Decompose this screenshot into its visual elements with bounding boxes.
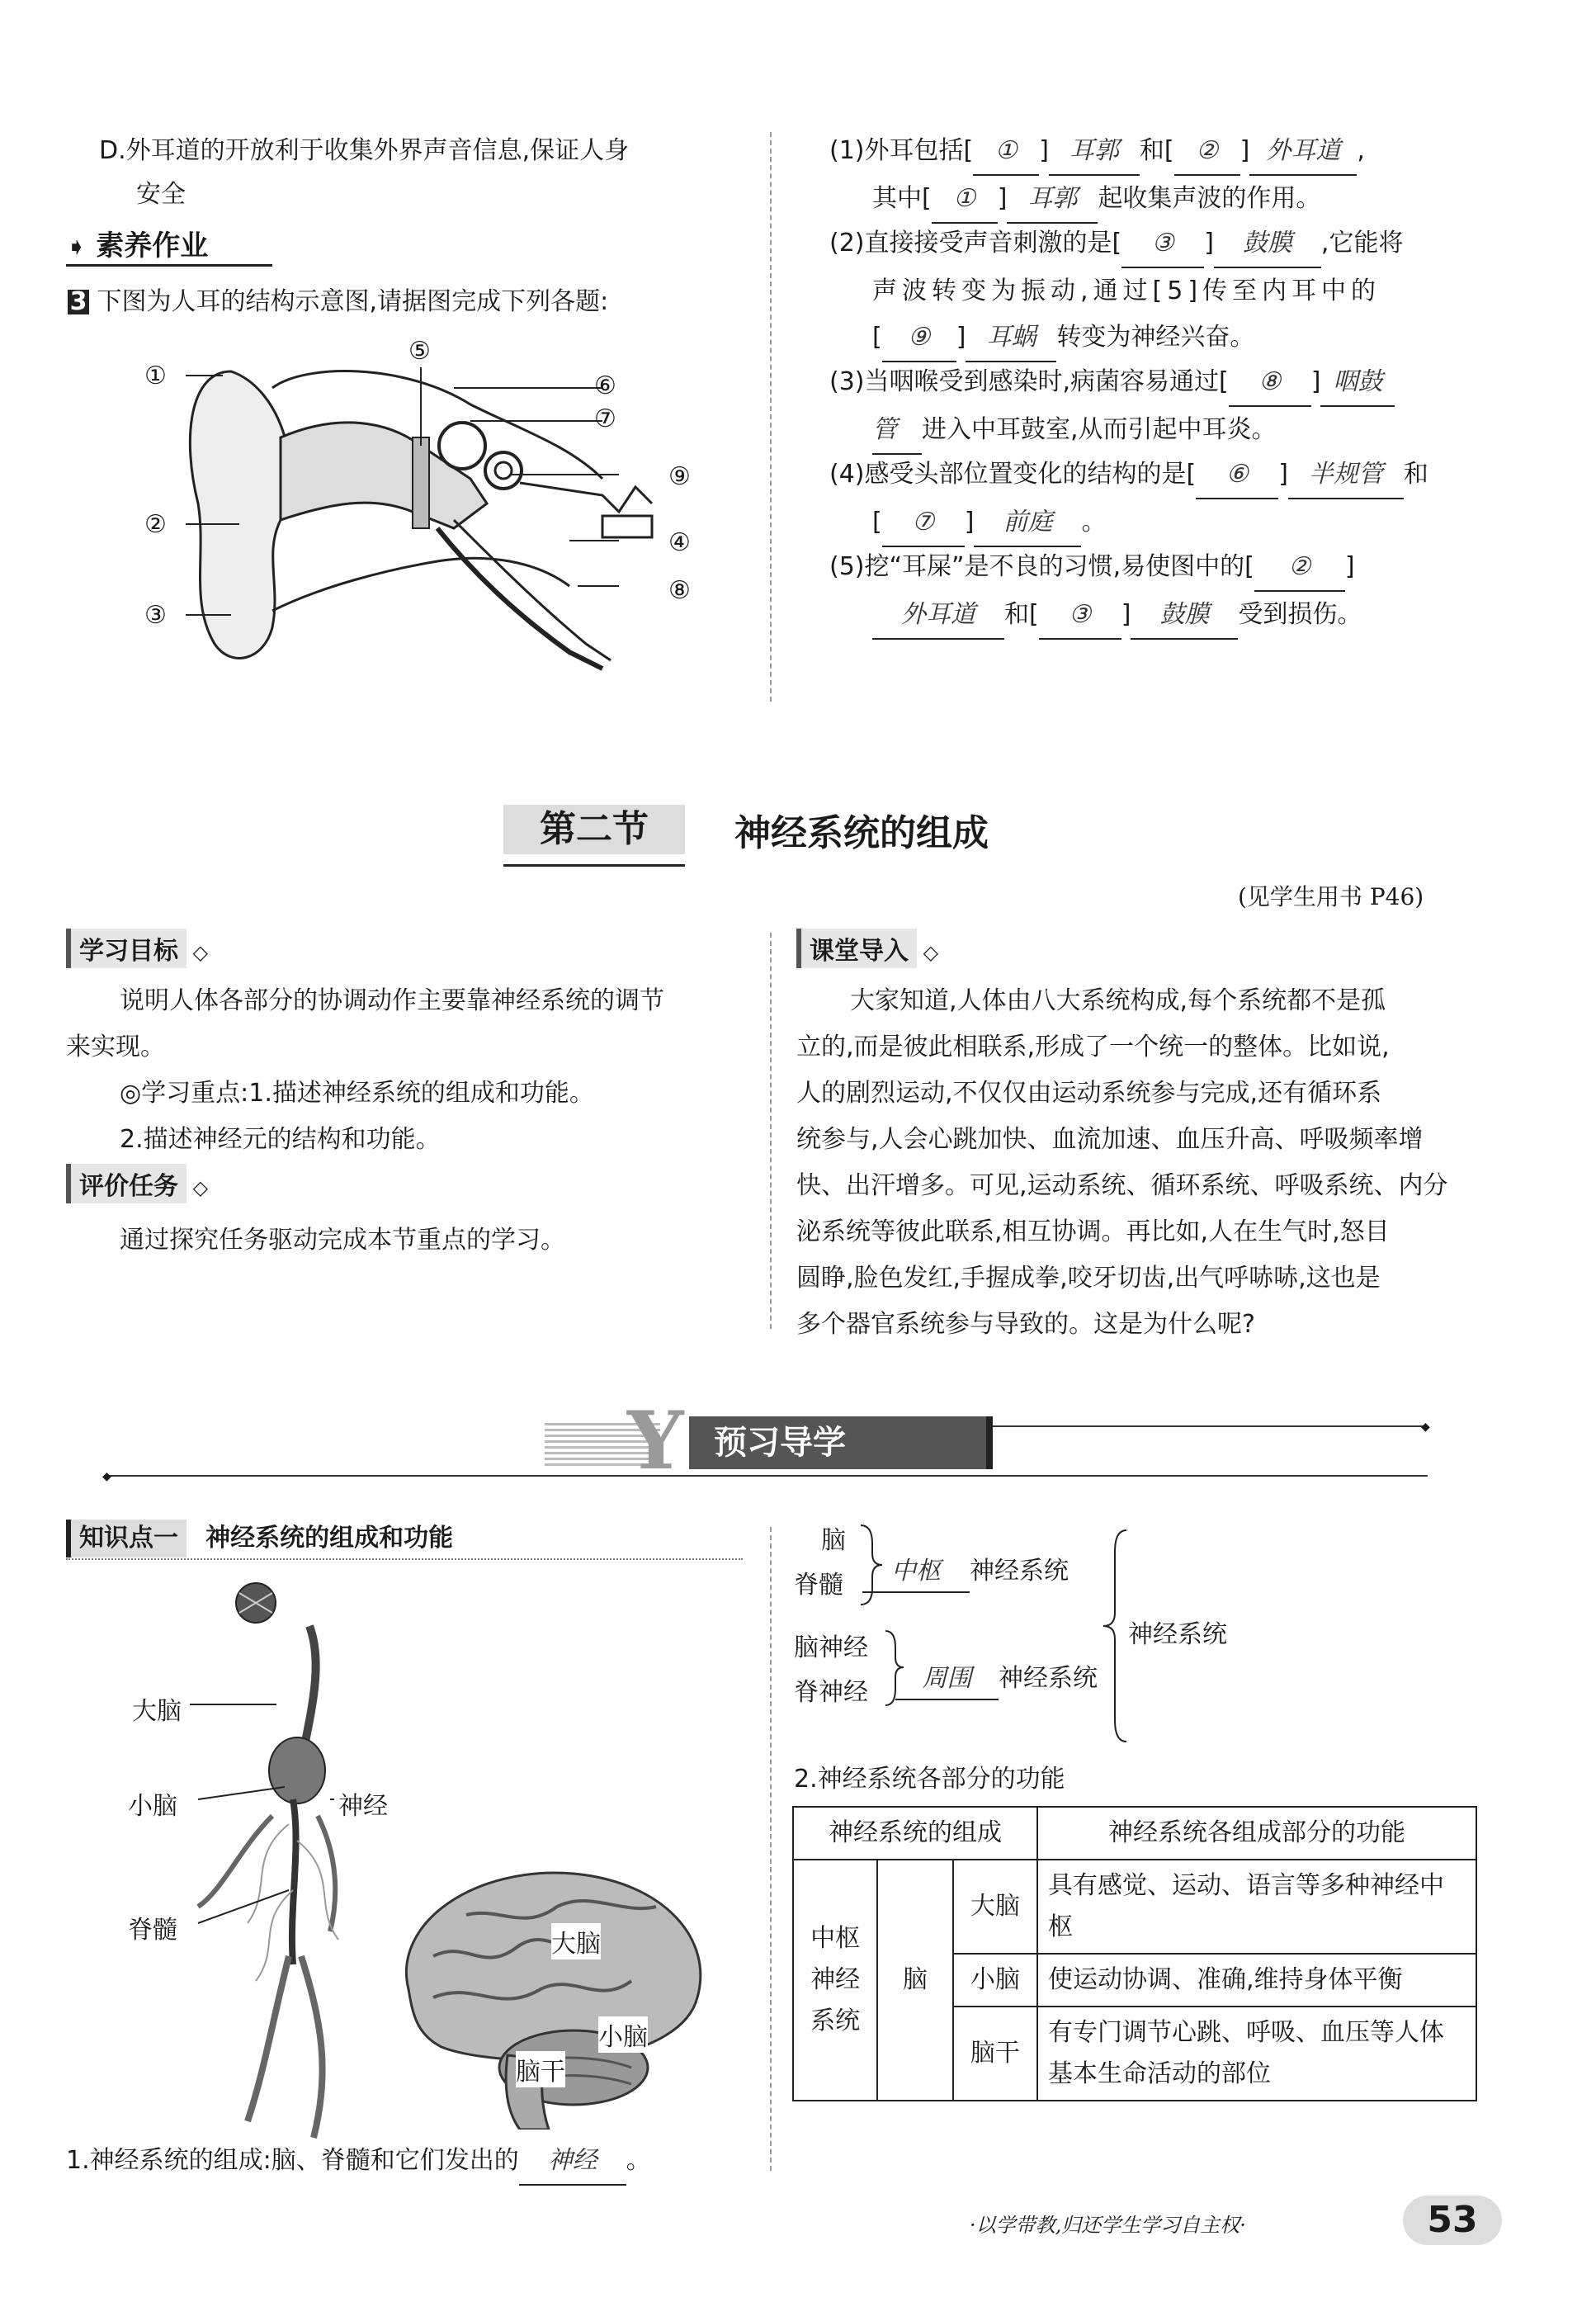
- knowledge-header: 知识点一 神经系统的组成和功能: [66, 1517, 743, 1560]
- column-divider-mid: [770, 933, 772, 1329]
- table-sub-brain: 脑: [877, 1860, 953, 2101]
- ear-label-3: ③: [144, 601, 167, 630]
- eval-text: 通过探究任务驱动完成本节重点的学习。: [120, 1226, 565, 1255]
- ear-label-2: ②: [144, 510, 167, 539]
- intro-paragraph: 大家知道,人体由八大系统构成,每个系统都不是孤 立的,而是彼此相联系,形成了一个统一的整体。比如说, 人的剧烈运动,不仅仅由运动系统参与完成,还有循环系 统参与,人会心跳加快、血流加速、血压升高、呼吸频率增 快、出汗增多。可见,运动系统、循环系统、呼吸系统、内分 泌系统等彼此联系,相互协调。再比如,人在生气时,怒目 圆睁,脸色发红,手握成拳,咬牙切齿,出气呼哧哧,这也是 多个器官系统参与导致的。这是为什么呢?: [796, 986, 1448, 1339]
- banner-line-right: [990, 1425, 1428, 1427]
- ear-label-5: ⑤: [408, 337, 431, 366]
- brain-label-stem: 脑干: [516, 2051, 565, 2087]
- intro-label: 课堂导入 ◇: [796, 929, 938, 968]
- ear-label-4: ④: [668, 528, 691, 557]
- brain-label-cerebrum: 大脑: [551, 1923, 601, 1959]
- column-divider-top: [770, 132, 772, 702]
- banner-title: 预习导学: [714, 1424, 846, 1462]
- arrow-icon: ➧: [66, 233, 87, 262]
- diamond-icon: ◇: [187, 1176, 209, 1199]
- knowledge-q1: 1.神经系统的组成:脑、脊髓和它们发出的 神经 。: [66, 2138, 651, 2186]
- diamond-icon: ◇: [917, 941, 939, 964]
- table-func-cerebellum: 使运动协调、准确,维持身体平衡: [1037, 1954, 1476, 2007]
- ear-label-8: ⑧: [668, 576, 691, 605]
- tree-central: 中枢 神经系统: [862, 1552, 1069, 1593]
- brain-figure: [384, 1857, 730, 2130]
- table-part-stem: 脑干: [953, 2007, 1037, 2101]
- ear-label-7: ⑦: [594, 404, 616, 433]
- goals-label: 学习目标 ◇: [66, 929, 208, 968]
- q1: (1)外耳包括[ ① ] 耳郭 和[ ② ] 外耳道 , 其中[ ① ] 耳郭 起收集声波的作用。: [829, 128, 1490, 224]
- section-label: ➧ 素养作业: [66, 223, 272, 267]
- banner-box: [689, 1416, 993, 1469]
- body-label-cerebrum: 大脑: [132, 1697, 182, 1726]
- diamond-icon: ◇: [187, 941, 209, 964]
- q5: (5)挖“耳屎”是不良的习惯,易使图中的[ ② ] 外耳道 和[ ③ ] 鼓膜 受到损伤。: [829, 544, 1490, 640]
- ear-label-9: ⑨: [668, 462, 691, 491]
- body-label-spinal: 脊髓: [128, 1916, 177, 1945]
- column-divider-bottom: [770, 1527, 772, 2171]
- table-func-cerebrum: 具有感觉、运动、语言等多种神经中枢: [1037, 1860, 1476, 1954]
- question-3: 3 下图为人耳的结构示意图,请据图完成下列各题:: [68, 279, 608, 325]
- option-d: D.外耳道的开放利于收集外界声音信息,保证人身: [99, 136, 630, 165]
- q3: (3)当咽喉受到感染时,病菌容易通过[ ⑧ ] 咽鼓 管 进入中耳鼓室,从而引起中耳炎。: [829, 359, 1490, 455]
- body-label-nerve: 神经: [338, 1792, 388, 1821]
- brain-label-cerebellum: 小脑: [598, 2016, 648, 2053]
- section-number-box: [503, 805, 685, 867]
- banner-letter: Y: [627, 1394, 684, 1487]
- tree-peripheral: 周围 神经系统: [895, 1659, 1098, 1700]
- tree-spinal-nerve: 脊神经: [794, 1678, 868, 1707]
- page-number: 53: [1403, 2196, 1502, 2245]
- tree-brain: 脑: [821, 1526, 846, 1555]
- tree-brain-nerve: 脑神经: [794, 1633, 868, 1662]
- tree-spinal: 脊髓: [794, 1571, 843, 1600]
- option-d-cont: 安全: [136, 180, 186, 209]
- section-title: 神经系统的组成: [734, 812, 989, 854]
- function-table: [792, 1806, 1477, 2101]
- q4: (4)感受头部位置变化的结构的是[ ⑥ ] 半规管 和 [ ⑦ ] 前庭 。: [829, 451, 1490, 547]
- section-ref: (见学生用书 P46): [1238, 883, 1424, 910]
- section-number: 第二节: [503, 805, 685, 854]
- ear-label-6: ⑥: [594, 371, 616, 400]
- tree-root: 神经系统: [1128, 1620, 1227, 1649]
- goals-text: 说明人体各部分的协调动作主要靠神经系统的调节 来实现。 ◎学习重点:1.描述神经系统的组成和功能。 2.描述神经元的结构和功能。: [66, 986, 664, 1154]
- banner-line-left: [107, 1475, 1428, 1477]
- table-func-stem: 有专门调节心跳、呼吸、血压等人体基本生命活动的部位: [1037, 2007, 1476, 2101]
- table-part-cerebellum: 小脑: [953, 1954, 1037, 2007]
- banner-dot-icon: ◆: [102, 1470, 111, 1483]
- ear-diagram: [140, 338, 718, 693]
- table-group: 中枢 神经 系统: [793, 1860, 877, 2101]
- q2: (2)直接接受声音刺激的是[ ③ ] 鼓膜 ,它能将 声波转变为振动,通过[5]传至内耳中的 [ ⑨ ] 耳蜗 转变为神经兴奋。: [829, 220, 1490, 362]
- table-head-composition: 神经系统的组成: [793, 1807, 1037, 1860]
- banner-dot-icon: ◆: [1421, 1420, 1430, 1434]
- table-part-cerebrum: 大脑: [953, 1860, 1037, 1954]
- function-table-caption: 2.神经系统各部分的功能: [794, 1765, 1065, 1794]
- table-head-function: 神经系统各组成部分的功能: [1037, 1807, 1476, 1860]
- ear-label-1: ①: [144, 362, 167, 390]
- body-label-cerebellum: 小脑: [128, 1792, 177, 1821]
- banner: [545, 1394, 990, 1487]
- footer-slogan: ·以学带教,归还学生学习自主权·: [970, 2214, 1246, 2237]
- eval-label: 评价任务 ◇: [66, 1164, 208, 1203]
